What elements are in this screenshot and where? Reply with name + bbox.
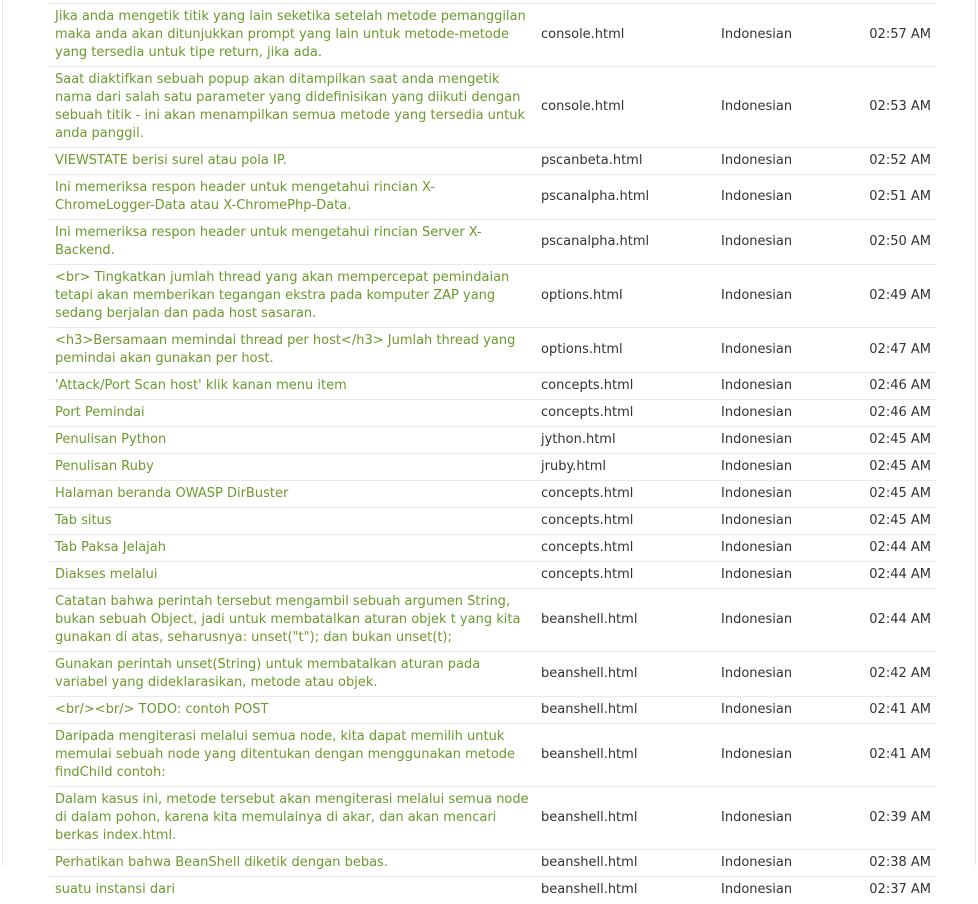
string-link[interactable]: <br> Tingkatkan jumlah thread yang akan mempercepat pemindaian tetapi akan memberikan tegangan ekstra pada komputer ZAP yang sedang berjalan dan pada host sasaran. xyxy=(55,270,510,321)
string-link[interactable]: 'Attack/Port Scan host' klik kanan menu item xyxy=(55,378,347,393)
string-link[interactable]: Port Pemindai xyxy=(55,405,145,420)
language-label: Indonesian xyxy=(714,787,844,850)
string-link[interactable]: Gunakan perintah unset(String) untuk membatalkan aturan pada variabel yang dideklarasikan, metode atau objek. xyxy=(55,657,481,690)
file-name: concepts.html xyxy=(537,508,714,535)
file-name: beanshell.html xyxy=(537,652,714,697)
table-row xyxy=(49,481,936,508)
table-row xyxy=(49,400,936,427)
language-label: Indonesian xyxy=(714,148,844,175)
timestamp: 02:52 AM xyxy=(844,148,936,175)
timestamp: 02:38 AM xyxy=(844,850,936,877)
file-name: beanshell.html xyxy=(537,877,714,904)
timestamp: 02:44 AM xyxy=(844,535,936,562)
string-cell xyxy=(49,697,537,724)
table-row xyxy=(49,508,936,535)
table-row xyxy=(49,724,936,787)
table-row xyxy=(49,175,936,220)
timestamp: 02:45 AM xyxy=(844,427,936,454)
string-link[interactable]: Ini memeriksa respon header untuk mengetahui rincian X-ChromeLogger-Data atau X-ChromePhp-Data. xyxy=(55,180,435,213)
table-row xyxy=(49,850,936,877)
file-name: beanshell.html xyxy=(537,850,714,877)
string-link[interactable]: Dalam kasus ini, metode tersebut akan mengiterasi melalui semua node di dalam pohon, karena kita memulainya di akar, dan akan mencari berkas index.html. xyxy=(55,792,529,843)
timestamp: 02:49 AM xyxy=(844,265,936,328)
string-cell xyxy=(49,427,537,454)
table-row xyxy=(49,427,936,454)
language-label: Indonesian xyxy=(714,67,844,148)
timestamp: 02:46 AM xyxy=(844,373,936,400)
language-label: Indonesian xyxy=(714,328,844,373)
string-link[interactable]: Ini memeriksa respon header untuk mengetahui rincian Server X-Backend. xyxy=(55,225,482,258)
right-border xyxy=(975,0,976,865)
timestamp: 02:37 AM xyxy=(844,877,936,904)
language-label: Indonesian xyxy=(714,454,844,481)
string-cell xyxy=(49,877,537,904)
string-link[interactable]: Halaman beranda OWASP DirBuster xyxy=(55,486,289,501)
string-link[interactable]: Perhatikan bahwa BeanShell diketik dengan bebas. xyxy=(55,855,388,870)
language-label: Indonesian xyxy=(714,508,844,535)
string-link[interactable]: Jika anda mengetik titik yang lain seketika setelah metode pemanggilan maka anda akan ditunjukkan prompt yang lain untuk metode-metode yang tersedia untuk tipe return, jika ada. xyxy=(55,9,526,60)
language-label: Indonesian xyxy=(714,400,844,427)
file-name: concepts.html xyxy=(537,373,714,400)
file-name: beanshell.html xyxy=(537,589,714,652)
file-name: jython.html xyxy=(537,427,714,454)
string-cell xyxy=(49,562,537,589)
file-name: console.html xyxy=(537,67,714,148)
string-link[interactable]: <h3>Bersamaan memindai thread per host</h3> Jumlah thread yang pemindai akan gunakan per host. xyxy=(55,333,516,366)
file-name: concepts.html xyxy=(537,562,714,589)
string-link[interactable]: Diakses melalui xyxy=(55,567,158,582)
string-link[interactable]: Penulisan Ruby xyxy=(55,459,154,474)
language-label: Indonesian xyxy=(714,697,844,724)
string-cell xyxy=(49,481,537,508)
file-name: pscanalpha.html xyxy=(537,175,714,220)
timestamp: 02:50 AM xyxy=(844,220,936,265)
string-link[interactable]: VIEWSTATE berisi surel atau pola IP. xyxy=(55,153,287,168)
table-row xyxy=(49,265,936,328)
string-link[interactable]: Saat diaktifkan sebuah popup akan ditampilkan saat anda mengetik nama dari salah satu parameter yang didefinisikan yang diikuti dengan sebuah titik - ini akan menampilkan semua metode yang tersedia untuk anda panggil. xyxy=(55,72,526,141)
string-cell xyxy=(49,400,537,427)
string-link[interactable]: suatu instansi dari xyxy=(55,882,176,898)
string-cell xyxy=(49,220,537,265)
string-cell xyxy=(49,148,537,175)
timestamp: 02:45 AM xyxy=(844,481,936,508)
file-name: pscanbeta.html xyxy=(537,148,714,175)
file-name: concepts.html xyxy=(537,400,714,427)
string-cell xyxy=(49,787,537,850)
language-label: Indonesian xyxy=(714,4,844,67)
string-cell xyxy=(49,589,537,652)
table-row xyxy=(49,589,936,652)
table-row xyxy=(49,652,936,697)
file-name: beanshell.html xyxy=(537,724,714,787)
timestamp: 02:51 AM xyxy=(844,175,936,220)
language-label: Indonesian xyxy=(714,562,844,589)
file-name: jruby.html xyxy=(537,454,714,481)
timestamp: 02:41 AM xyxy=(844,697,936,724)
timestamp: 02:47 AM xyxy=(844,328,936,373)
language-label: Indonesian xyxy=(714,850,844,877)
table-row xyxy=(49,562,936,589)
string-cell xyxy=(49,373,537,400)
string-cell xyxy=(49,724,537,787)
file-name: beanshell.html xyxy=(537,787,714,850)
left-border xyxy=(2,0,3,865)
table-row xyxy=(49,787,936,850)
string-link[interactable]: Daripada mengiterasi melalui semua node, kita dapat memilih untuk memulai sebuah node yang ditentukan dengan menggunakan metode findChild contoh: xyxy=(55,729,516,780)
timestamp: 02:39 AM xyxy=(844,787,936,850)
string-link[interactable]: Catatan bahwa perintah tersebut mengambil sebuah argumen String, bukan sebuah Object, jadi untuk membatalkan aturan objek t yang kita gunakan di atas, seharusnya: unset("t"); dan bukan unset(t); xyxy=(55,594,521,645)
string-cell xyxy=(49,328,537,373)
table-row xyxy=(49,220,936,265)
string-link[interactable]: Tab situs xyxy=(55,513,112,528)
string-cell xyxy=(49,850,537,877)
timestamp: 02:42 AM xyxy=(844,652,936,697)
file-name: options.html xyxy=(537,328,714,373)
file-name: concepts.html xyxy=(537,481,714,508)
recent-strings-table xyxy=(49,3,936,904)
string-cell xyxy=(49,265,537,328)
string-cell xyxy=(49,67,537,148)
table-row xyxy=(49,373,936,400)
table-row xyxy=(49,67,936,148)
timestamp: 02:44 AM xyxy=(844,589,936,652)
string-cell xyxy=(49,508,537,535)
language-label: Indonesian xyxy=(714,427,844,454)
string-link[interactable]: Tab Paksa Jelajah xyxy=(55,540,166,555)
language-label: Indonesian xyxy=(714,373,844,400)
language-label: Indonesian xyxy=(714,724,844,787)
table-row xyxy=(49,535,936,562)
timestamp: 02:53 AM xyxy=(844,67,936,148)
file-name: pscanalpha.html xyxy=(537,220,714,265)
string-cell xyxy=(49,4,537,67)
string-link[interactable]: Penulisan Python xyxy=(55,432,167,447)
table-row xyxy=(49,697,936,724)
language-label: Indonesian xyxy=(714,265,844,328)
file-name: options.html xyxy=(537,265,714,328)
file-name: beanshell.html xyxy=(537,697,714,724)
table-row xyxy=(49,4,936,67)
language-label: Indonesian xyxy=(714,481,844,508)
language-label: Indonesian xyxy=(714,220,844,265)
file-name: concepts.html xyxy=(537,535,714,562)
string-cell xyxy=(49,454,537,481)
timestamp: 02:46 AM xyxy=(844,400,936,427)
table-row xyxy=(49,328,936,373)
timestamp: 02:57 AM xyxy=(844,4,936,67)
table-row xyxy=(49,877,936,904)
string-link[interactable]: <br/><br/> TODO: contoh POST xyxy=(55,702,269,717)
string-cell xyxy=(49,652,537,697)
table-row xyxy=(49,454,936,481)
language-label: Indonesian xyxy=(714,589,844,652)
string-cell xyxy=(49,535,537,562)
language-label: Indonesian xyxy=(714,877,844,904)
timestamp: 02:41 AM xyxy=(844,724,936,787)
timestamp: 02:44 AM xyxy=(844,562,936,589)
table-row xyxy=(49,148,936,175)
file-name: console.html xyxy=(537,4,714,67)
timestamp: 02:45 AM xyxy=(844,508,936,535)
language-label: Indonesian xyxy=(714,175,844,220)
language-label: Indonesian xyxy=(714,535,844,562)
timestamp: 02:45 AM xyxy=(844,454,936,481)
language-label: Indonesian xyxy=(714,652,844,697)
string-cell xyxy=(49,175,537,220)
